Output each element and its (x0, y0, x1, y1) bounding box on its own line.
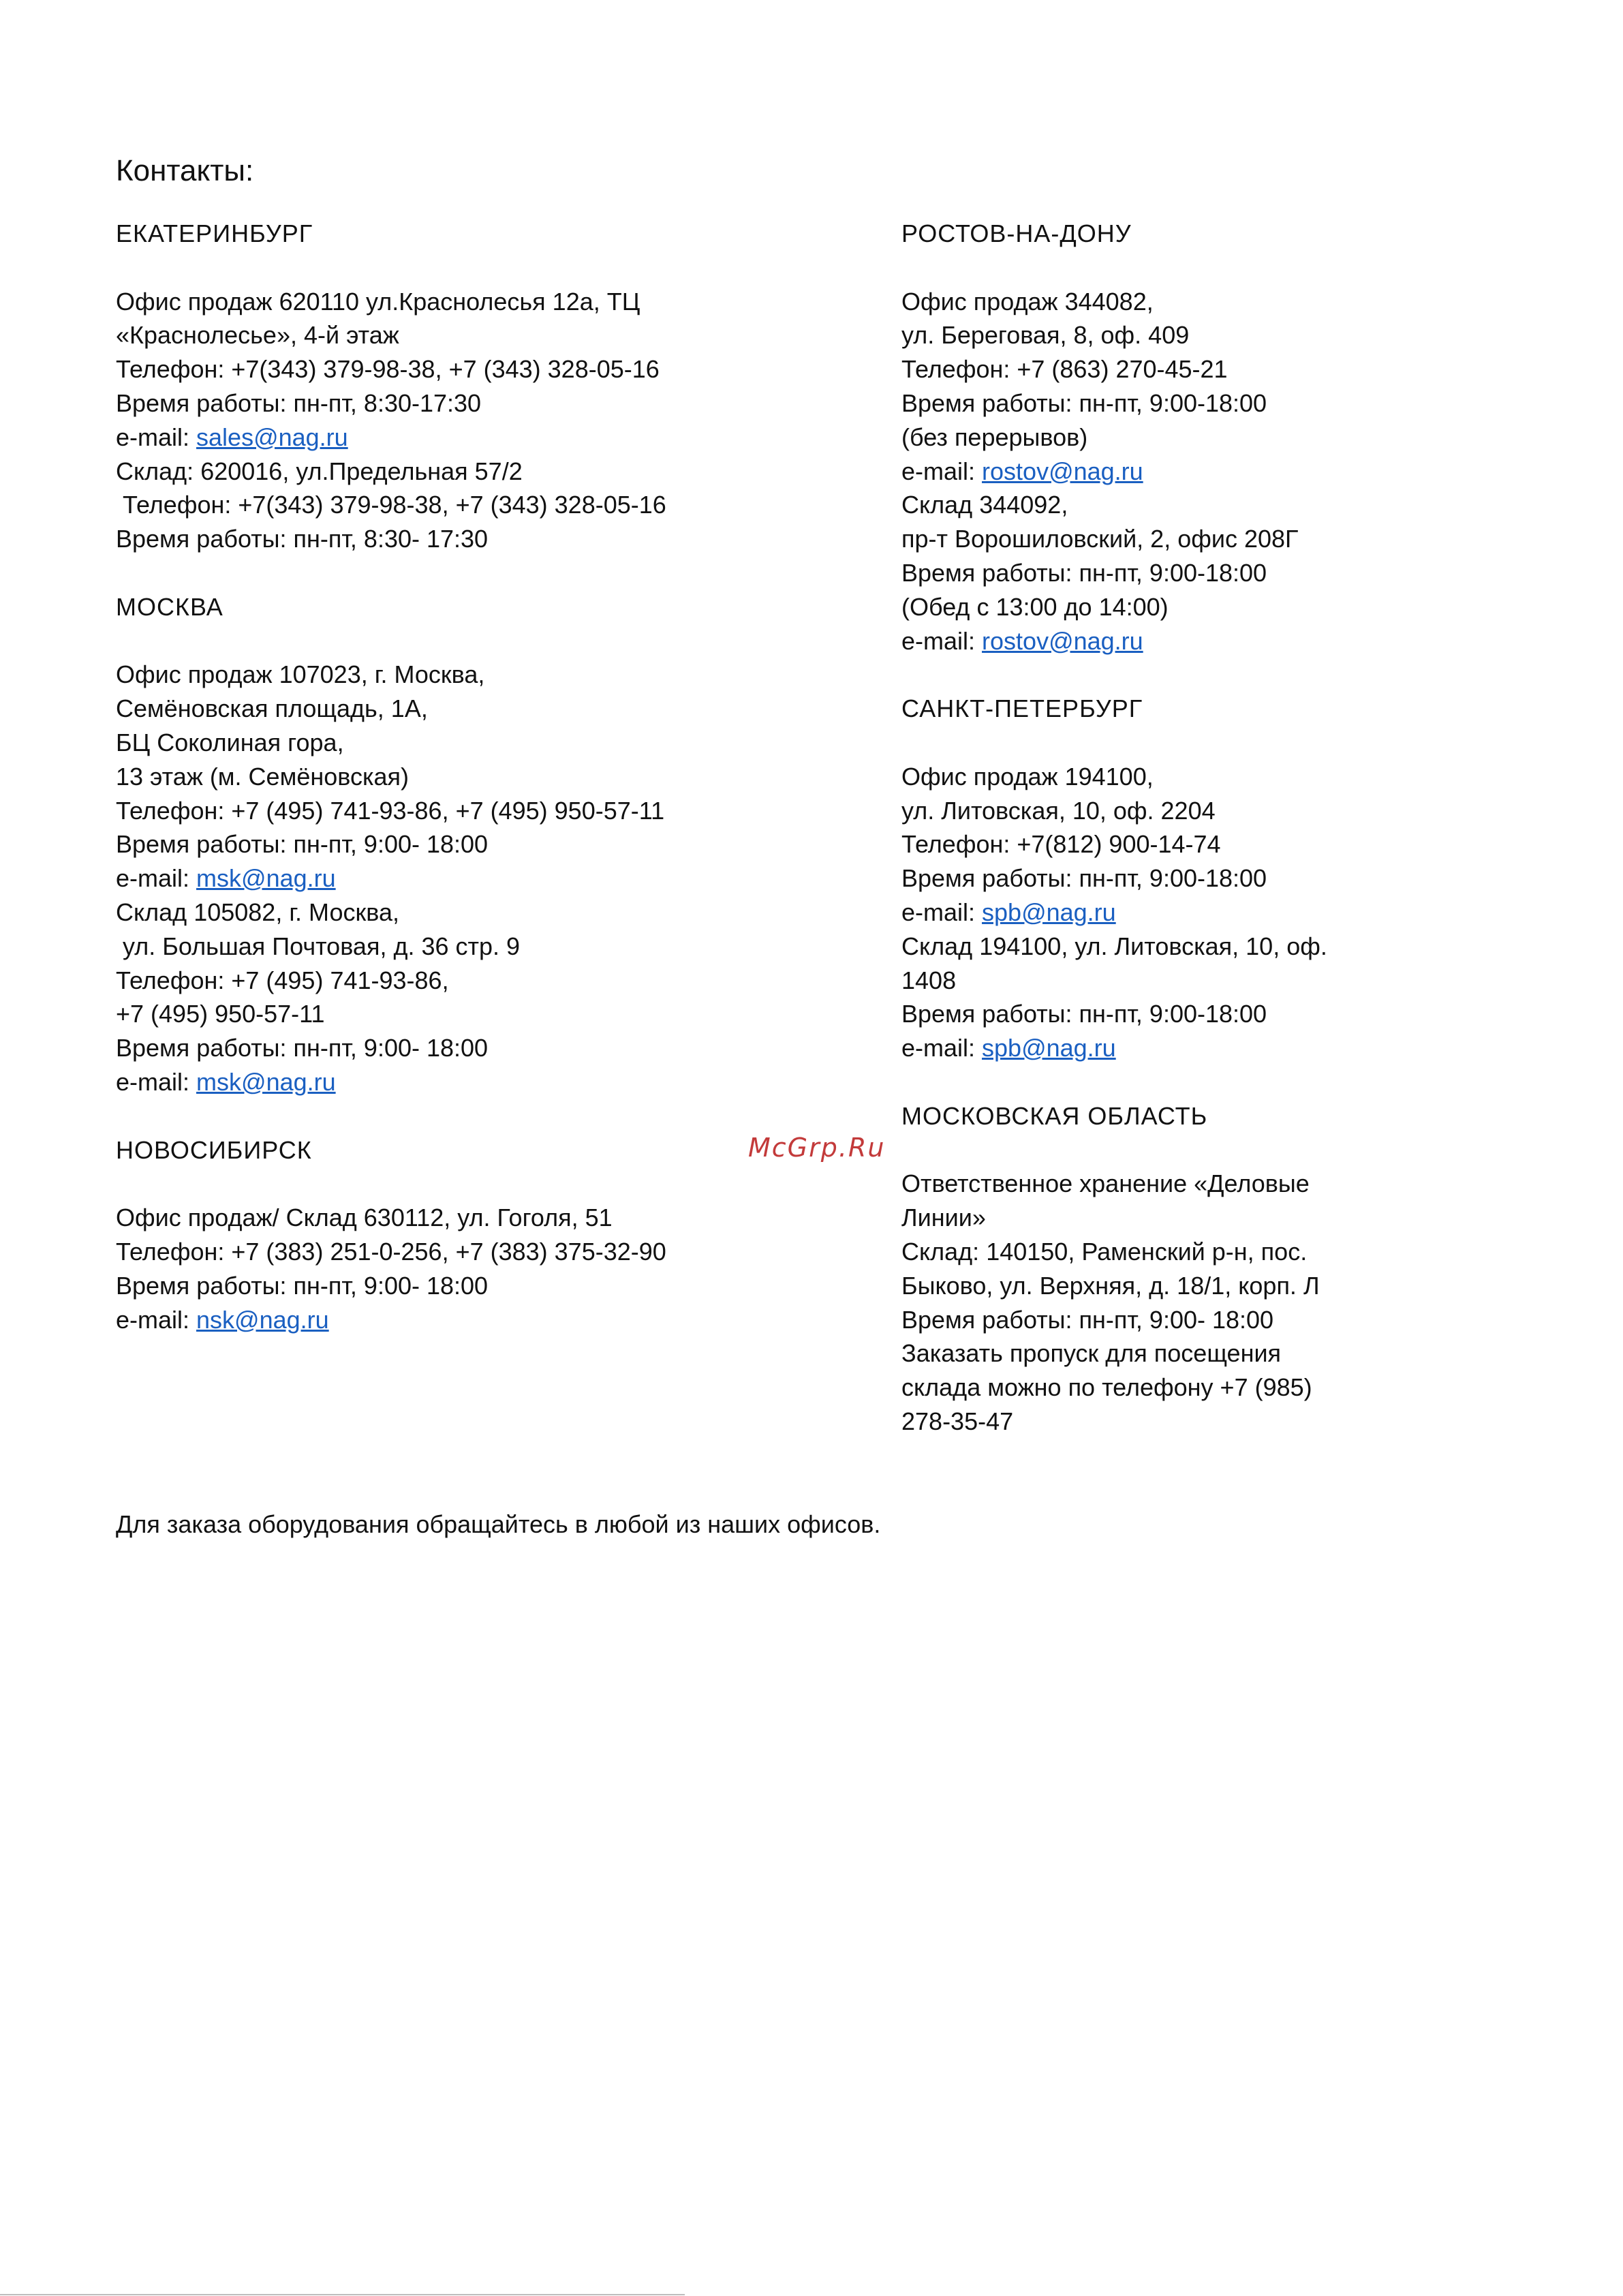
footer-note: Для заказа оборудования обращайтесь в любой из наших офисов. (116, 1510, 881, 1538)
email-label: e-mail: (116, 864, 197, 893)
working-hours: Время работы: пн-пт, 9:00-18:00 (901, 864, 1267, 893)
email-link[interactable]: sales@nag.ru (196, 423, 348, 451)
section-saint-petersburg (901, 692, 1583, 1065)
phone: +7 (495) 950-57-11 (116, 1000, 325, 1028)
pass-note: 278-35-47 (901, 1407, 1014, 1435)
left-column (116, 217, 831, 1336)
warehouse-address: Склад 194100, ул. Литовская, 10, оф. (901, 932, 1327, 960)
office-address: Офис продаж 107023, г. Москва, (116, 660, 485, 689)
warehouse-address: Склад: 140150, Раменский р-н, пос. (901, 1237, 1308, 1266)
office-address: Офис продаж/ Склад 630112, ул. Гоголя, 51 (116, 1204, 613, 1232)
section-rostov (901, 217, 1583, 658)
warehouse-address: Склад 105082, г. Москва, (116, 898, 399, 926)
section-moscow-region (901, 1099, 1583, 1439)
working-hours: Время работы: пн-пт, 9:00- 18:00 (116, 1271, 489, 1300)
office-address: БЦ Соколиная гора, (116, 728, 344, 756)
watermark: McGrp.Ru (748, 1133, 886, 1163)
email-line (116, 420, 831, 455)
section-ekaterinburg (116, 217, 831, 556)
office-address: Семёновская площадь, 1А, (116, 694, 428, 723)
email-link[interactable]: spb@nag.ru (982, 898, 1116, 926)
email-label: e-mail: (901, 898, 983, 926)
email-label: e-mail: (901, 626, 983, 655)
pass-note: Заказать пропуск для посещения (901, 1339, 1282, 1368)
email-link[interactable]: rostov@nag.ru (982, 457, 1143, 485)
phone: Телефон: +7 (495) 741-93-86, +7 (495) 950-57-11 (116, 796, 665, 825)
working-hours: Время работы: пн-пт, 8:30- 17:30 (116, 525, 489, 553)
section-moscow (116, 590, 831, 1099)
office-address: «Краснолесье», 4-й этаж (116, 321, 399, 350)
email-link[interactable]: msk@nag.ru (196, 864, 336, 893)
email-link[interactable]: spb@nag.ru (982, 1034, 1116, 1062)
page-title: Контакты: (116, 154, 254, 187)
warehouse-address: 1408 (901, 966, 957, 994)
email-line (901, 455, 1583, 489)
email-line (901, 624, 1583, 658)
warehouse-address: Быково, ул. Верхняя, д. 18/1, корп. Л (901, 1271, 1320, 1300)
email-line (116, 1303, 831, 1337)
office-address: ул. Литовская, 10, оф. 2204 (901, 796, 1216, 825)
email-label: e-mail: (116, 1067, 197, 1096)
storage-description: Ответственное хранение «Деловые (901, 1169, 1310, 1198)
section-novosibirsk (116, 1133, 831, 1337)
warehouse-address: пр-т Ворошиловский, 2, офис 208Г (901, 525, 1299, 553)
working-hours-note: (Обед с 13:00 до 14:00) (901, 592, 1169, 621)
storage-description: Линии» (901, 1204, 986, 1232)
working-hours: Время работы: пн-пт, 9:00-18:00 (901, 558, 1267, 587)
city-heading: НОВОСИБИРСК (116, 1135, 312, 1164)
working-hours: Время работы: пн-пт, 8:30-17:30 (116, 388, 482, 417)
email-link[interactable]: msk@nag.ru (196, 1067, 336, 1096)
email-line (901, 1031, 1583, 1065)
phone: Телефон: +7(343) 379-98-38, +7 (343) 328-05-16 (116, 491, 666, 519)
email-line (116, 861, 831, 896)
city-heading: РОСТОВ-НА-ДОНУ (901, 219, 1132, 247)
right-column (901, 217, 1583, 1439)
email-label: e-mail: (901, 457, 983, 485)
warehouse-address: Склад: 620016, ул.Предельная 57/2 (116, 457, 523, 485)
working-hours: Время работы: пн-пт, 9:00- 18:00 (116, 830, 489, 859)
working-hours-note: (без перерывов) (901, 423, 1088, 451)
city-heading: САНКТ-ПЕТЕРБУРГ (901, 694, 1143, 723)
office-address: Офис продаж 620110 ул.Краснолесья 12а, ТЦ (116, 287, 640, 316)
phone: Телефон: +7(343) 379-98-38, +7 (343) 328-05-16 (116, 355, 660, 384)
office-address: Офис продаж 194100, (901, 762, 1154, 791)
city-heading: ЕКАТЕРИНБУРГ (116, 219, 313, 247)
city-heading: МОСКВА (116, 592, 223, 621)
office-address: Офис продаж 344082, (901, 287, 1154, 316)
warehouse-address: ул. Большая Почтовая, д. 36 стр. 9 (116, 932, 521, 960)
phone: Телефон: +7(812) 900-14-74 (901, 830, 1221, 859)
email-line (901, 896, 1583, 930)
working-hours: Время работы: пн-пт, 9:00- 18:00 (901, 1305, 1274, 1334)
working-hours: Время работы: пн-пт, 9:00-18:00 (901, 388, 1267, 417)
warehouse-address: Склад 344092, (901, 491, 1068, 519)
office-address: 13 этаж (м. Семёновская) (116, 762, 409, 791)
phone: Телефон: +7 (495) 741-93-86, (116, 966, 449, 994)
pass-note: склада можно по телефону +7 (985) (901, 1373, 1312, 1402)
email-label: e-mail: (901, 1034, 983, 1062)
bottom-divider (0, 2294, 685, 2295)
working-hours: Время работы: пн-пт, 9:00- 18:00 (116, 1034, 489, 1062)
email-line (116, 1065, 831, 1099)
email-label: e-mail: (116, 1305, 197, 1334)
email-link[interactable]: rostov@nag.ru (982, 626, 1143, 655)
office-address: ул. Береговая, 8, оф. 409 (901, 321, 1190, 350)
city-heading: МОСКОВСКАЯ ОБЛАСТЬ (901, 1101, 1208, 1130)
phone: Телефон: +7 (863) 270-45-21 (901, 355, 1228, 384)
email-link[interactable]: nsk@nag.ru (196, 1305, 329, 1334)
phone: Телефон: +7 (383) 251-0-256, +7 (383) 375-32-90 (116, 1237, 666, 1266)
email-label: e-mail: (116, 423, 197, 451)
working-hours: Время работы: пн-пт, 9:00-18:00 (901, 1000, 1267, 1028)
